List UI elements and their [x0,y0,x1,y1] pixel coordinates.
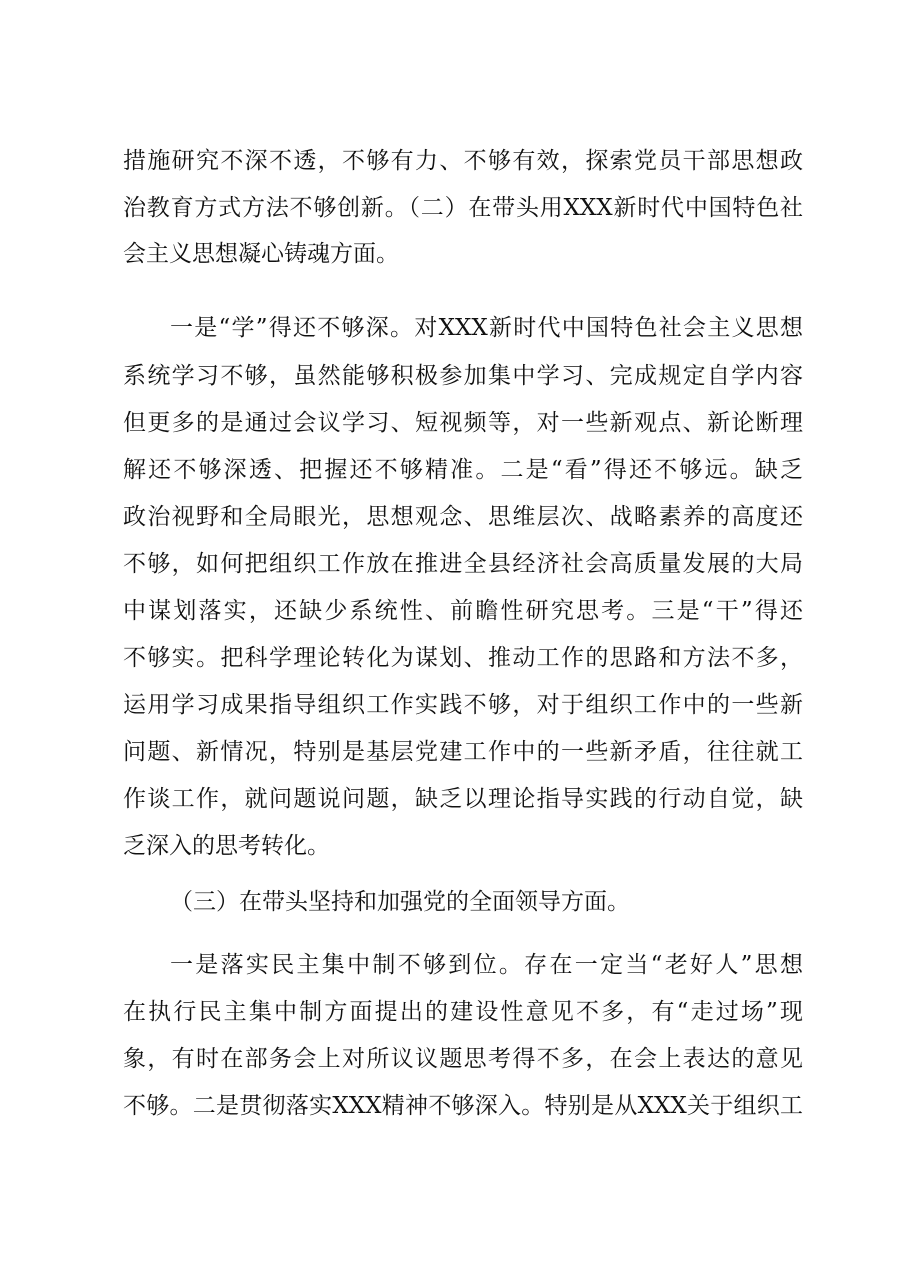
paragraph-start-line: 一是“学”得还不够深。对XXX新时代中国特色社会主义思想 [170,315,803,341]
section-heading: （三）在带头坚持和加强党的全面领导方面。 [170,889,630,915]
text-line: 会主义思想凝心铸魂方面。 [123,241,399,267]
text-line: 治教育方式方法不够创新。（二）在带头用XXX新时代中国特色社 [123,195,803,221]
text-line: 在执行民主集中制方面提出的建设性意见不多，有“走过场”现 [123,999,803,1025]
text-line: 乏深入的思考转化。 [123,833,330,859]
text-line: 作谈工作，就问题说问题，缺乏以理论指导实践的行动自觉，缺 [123,786,803,812]
text-line: 系统学习不够，虽然能够积极参加集中学习、完成规定自学内容 [123,363,803,389]
text-line: 政治视野和全局眼光，思想观念、思维层次、战略素养的高度还 [123,504,803,530]
text-line: 运用学习成果指导组织工作实践不够，对于组织工作中的一些新 [123,692,803,718]
text-line: 不够。二是贯彻落实XXX精神不够深入。特别是从XXX关于组织工 [123,1093,803,1119]
text-line: 不够，如何把组织工作放在推进全县经济社会高质量发展的大局 [123,551,803,577]
paragraph-start-line: 一是落实民主集中制不够到位。存在一定当“老好人”思想 [170,952,803,978]
text-line: 不够实。把科学理论转化为谋划、推动工作的思路和方法不多， [123,645,803,671]
text-line: 问题、新情况，特别是基层党建工作中的一些新矛盾，往往就工 [123,739,803,765]
text-line: 但更多的是通过会议学习、短视频等，对一些新观点、新论断理 [123,410,803,436]
text-line: 措施研究不深不透，不够有力、不够有效，探索党员干部思想政 [123,148,803,174]
text-line: 解还不够深透、把握还不够精准。二是“看”得还不够远。缺乏 [123,457,803,483]
text-line: 象，有时在部务会上对所议议题思考得不多，在会上表达的意见 [123,1046,803,1072]
text-line: 中谋划落实，还缺少系统性、前瞻性研究思考。三是“干”得还 [123,598,803,624]
